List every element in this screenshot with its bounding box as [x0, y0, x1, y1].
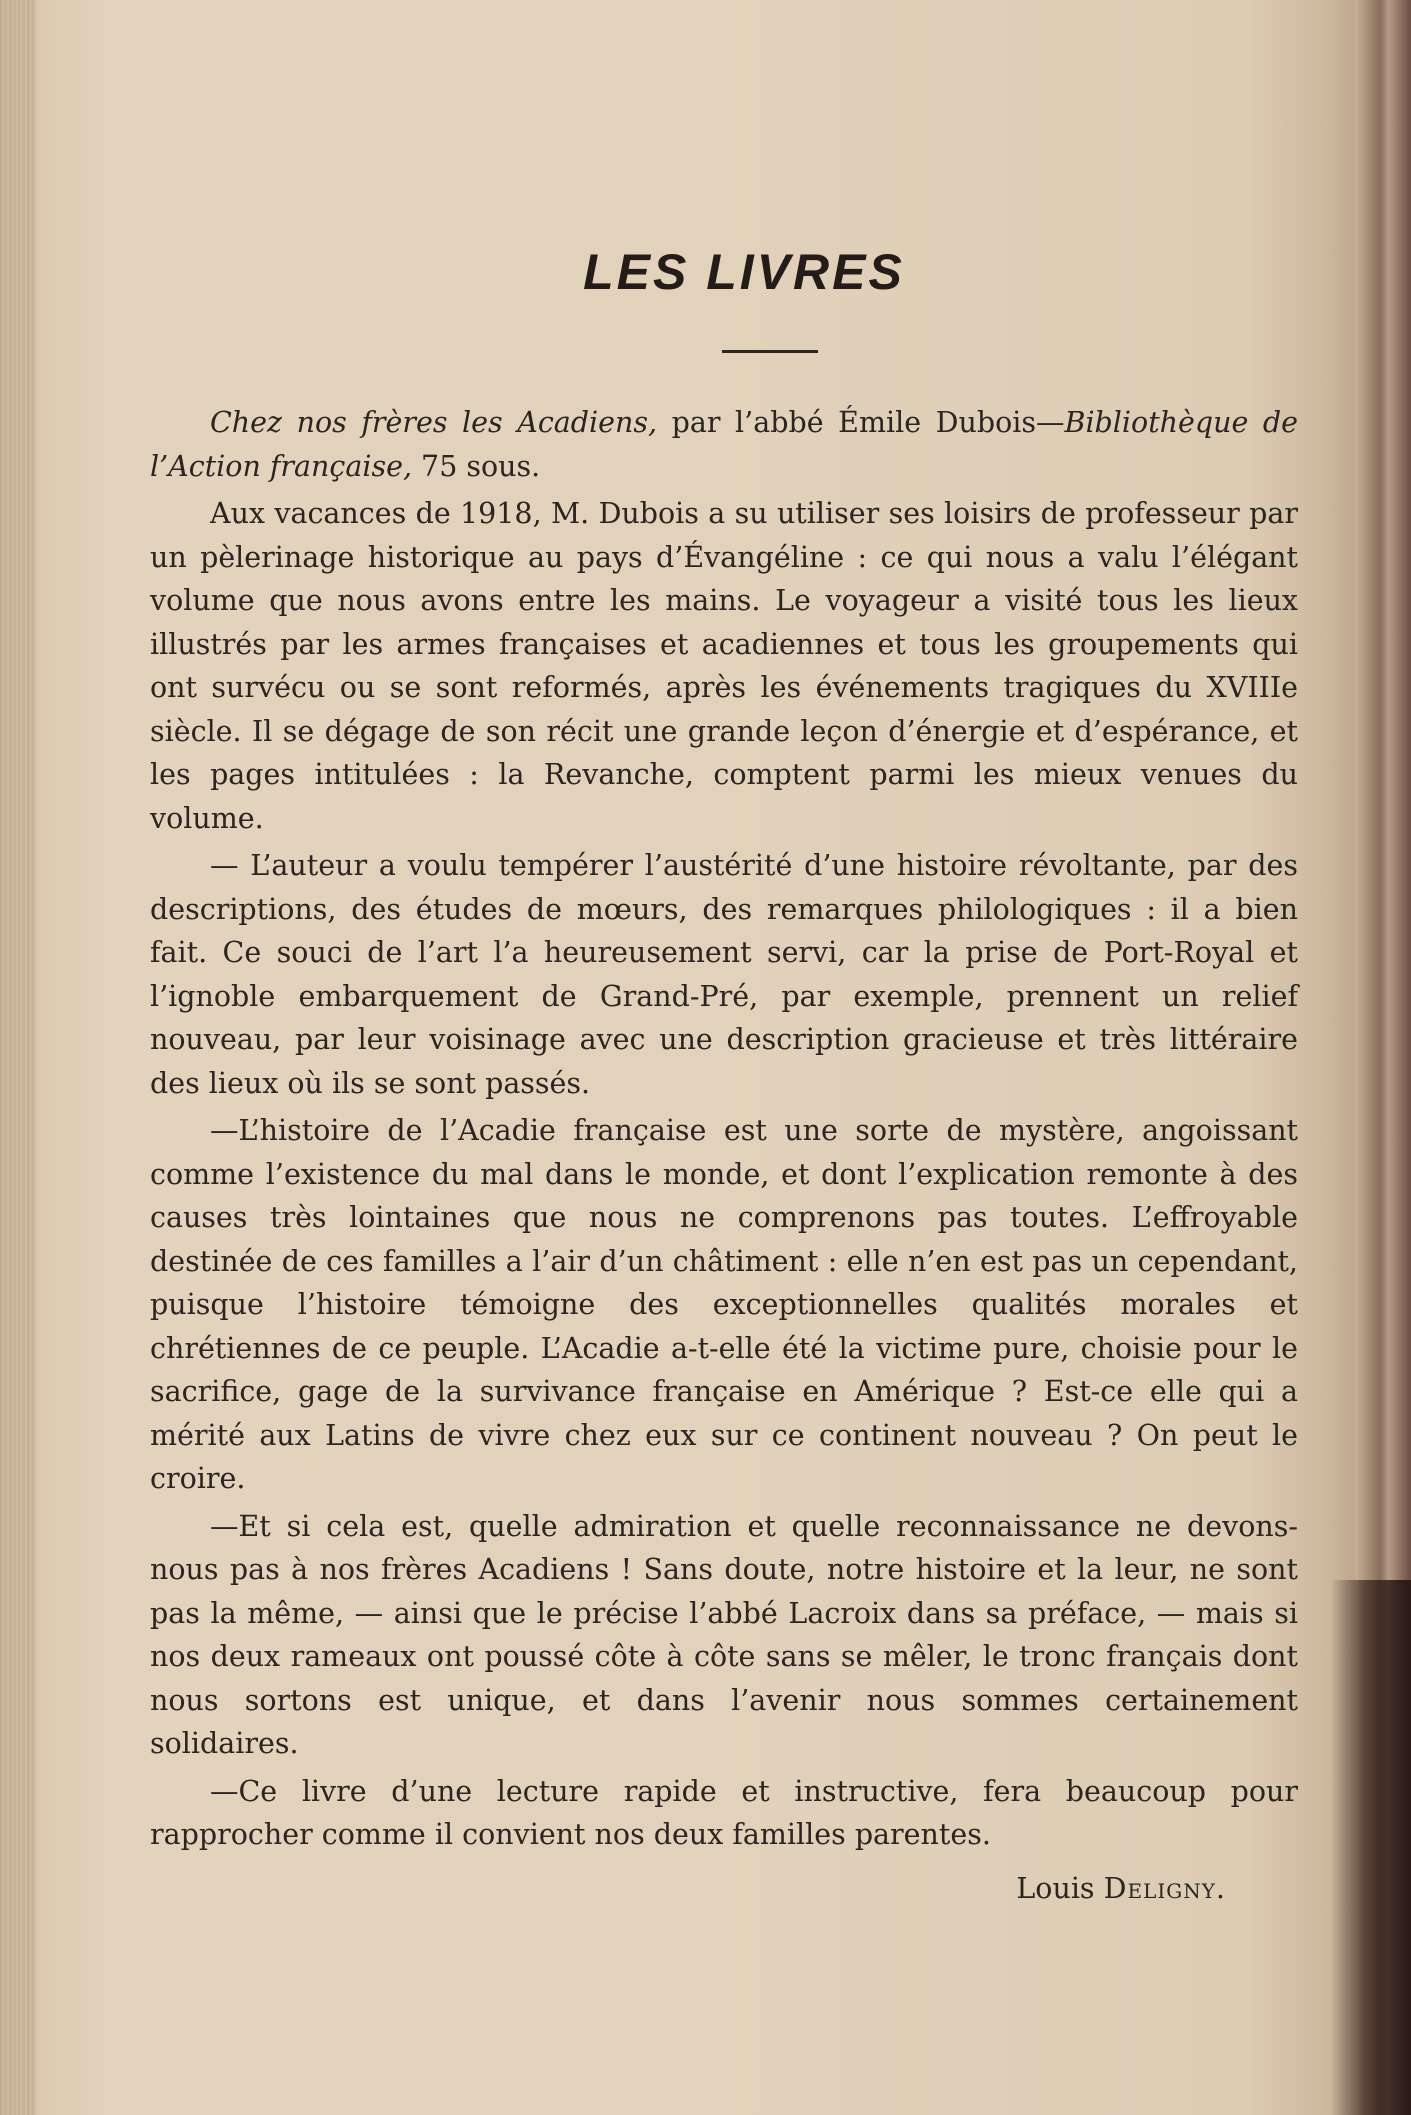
page-corner-shadow	[1331, 1580, 1411, 2115]
page-binding-edge	[0, 0, 36, 2115]
article	[150, 240, 1298, 1911]
review-paragraph: —Ce livre d’une lecture rapide et instructive, fera beaucoup pour rapprocher comme il convient nos deux familles parentes.	[150, 1774, 1298, 1851]
signature-first-name: Louis	[1016, 1871, 1104, 1905]
author-signature	[150, 1867, 1298, 1911]
book-title: Chez nos frères les Acadiens,	[210, 406, 658, 439]
book-author: par l’abbé Émile Dubois—	[657, 406, 1065, 439]
review-paragraph: —Et si cela est, quelle admiration et quelle reconnaissance ne devons-nous pas à nos frères Acadiens ! Sans doute, notre histoire et la leur, ne sont pas la même, — ainsi que le précise l’abbé Lacroix dans sa préface, — mais si nos deux rameaux ont poussé côte à côte sans se mêler, le tronc français dont nous sortons est unique, et dans l’avenir nous sommes certainement solidaires.	[150, 1509, 1298, 1760]
review-paragraph: Aux vacances de 1918, M. Dubois a su utiliser ses loisirs de professeur par un pèlerinage historique au pays d’Évangéline : ce qui nous a valu l’élégant volume que nous avons entre les mains. Le voyageur a visité tous les lieux illustrés par les armes françaises et acadiennes et tous les groupements qui ont survécu ou se sont reformés, après les événements tragiques du XVIIIe siècle. Il se dégage de son récit une grande leçon d’énergie et d’espérance, et les pages intitulées : la Revanche, comptent parmi les mieux venues du volume.	[150, 497, 1298, 835]
book-collection: Bibliothèque de l’Action française,	[150, 406, 1299, 483]
title-divider	[722, 350, 818, 353]
review-paragraph: —L’histoire de l’Acadie française est une sorte de mystère, angoissant comme l’existence du mal dans le monde, et dont l’explication remonte à des causes très lointaines que nous ne comprenons pas toutes. L’effroyable destinée de ces familles a l’air d’un châtiment : elle n’en est pas un cependant, puisque l’histoire témoigne des exceptionnelles qualités morales et chrétiennes de ce peuple. L’Acadie a-t-elle été la victime pure, choisie pour le sacrifice, gage de la survivance française en Amérique ? Est-ce elle qui a mérité aux Latins de vivre chez eux sur ce continent nouveau ? On peut le croire.	[150, 1114, 1298, 1495]
signature-last-name: Deligny.	[1103, 1871, 1226, 1905]
page-title: LES LIVRES	[583, 244, 905, 300]
review-paragraph: — L’auteur a voulu tempérer l’austérité d’une histoire révoltante, par des descriptions, des études de mœurs, des remarques philologiques : il a bien fait. Ce souci de l’art l’a heureusement servi, car la prise de Port-Royal et l’ignoble embarquement de Grand-Pré, par exemple, prennent un relief nouveau, par leur voisinage avec une description gracieuse et très littéraire des lieux où ils se sont passés.	[150, 849, 1298, 1100]
book-price: 75 sous.	[412, 449, 541, 483]
book-reference	[150, 401, 1298, 488]
